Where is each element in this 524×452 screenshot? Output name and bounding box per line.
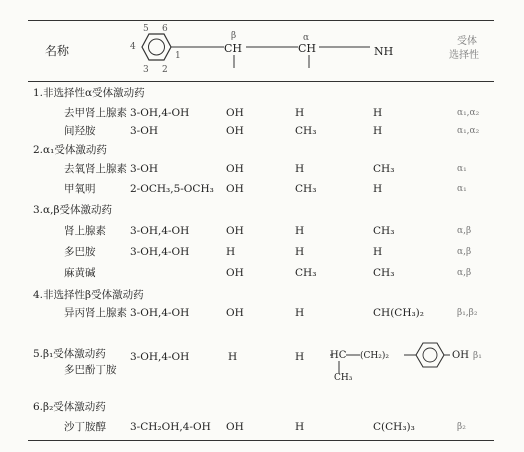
receptor-selectivity: α,β — [457, 226, 472, 236]
ring-substituent: 3-OH — [130, 163, 158, 175]
drug-name: 多巴胺 — [64, 246, 96, 258]
receptor-selectivity: α,β — [457, 247, 472, 257]
ring-substituent: 2-OCH₃,5-OCH₃ — [130, 183, 214, 195]
section-title: 6.β₂受体激动药 — [33, 401, 106, 413]
alpha-substituent: H — [295, 107, 305, 119]
alpha-label: α — [303, 33, 310, 43]
section-title: 1.非选择性α受体激动药 — [33, 87, 145, 99]
receptor-selectivity: β₁ — [473, 351, 482, 361]
benzene-ring-icon — [128, 22, 190, 74]
n-substituent: H — [373, 246, 383, 258]
top-rule — [28, 20, 494, 21]
drug-name: 多巴酚丁胺 — [64, 364, 117, 376]
beta-label: β — [231, 31, 237, 41]
n-substituent: H — [373, 107, 383, 119]
alpha-substituent: H — [295, 307, 305, 319]
ring-substituent: 3-CH₂OH,4-OH — [130, 421, 211, 433]
alpha-substituent: H — [295, 246, 305, 258]
section-title: 3.α,β受体激动药 — [33, 204, 113, 216]
selectivity-header-1: 受体 — [457, 36, 477, 47]
dobutamine-ch3: CH₃ — [334, 373, 353, 383]
beta-substituent: OH — [226, 267, 244, 279]
n-substituent: CH₃ — [373, 267, 395, 279]
ring-position-3: 3 — [143, 65, 149, 75]
ring-position-2: 2 — [162, 65, 168, 75]
receptor-selectivity: α₁,α₂ — [457, 126, 480, 136]
ring-position-5: 5 — [143, 24, 149, 34]
bottom-rule — [28, 440, 494, 441]
beta-substituent: OH — [226, 421, 244, 433]
beta-substituent: OH — [226, 163, 244, 175]
beta-substituent: H — [226, 246, 236, 258]
receptor-selectivity: β₁,β₂ — [457, 308, 478, 318]
n-substituent: H — [373, 125, 383, 137]
section-title: 2.α₁受体激动药 — [33, 144, 107, 156]
section-title: 5.β₁受体激动药 — [33, 348, 106, 360]
selectivity-header-2: 选择性 — [449, 50, 479, 61]
column-header-name: 名称 — [45, 44, 70, 58]
beta-substituent: H — [228, 351, 238, 363]
ring-substituent: 3-OH,4-OH — [130, 307, 190, 319]
ring-substituent: 3-OH — [130, 125, 158, 137]
drug-name: 间羟胺 — [64, 125, 96, 137]
dobutamine-chain: (CH₂)₂ — [360, 351, 389, 361]
receptor-selectivity: α₁ — [457, 184, 467, 194]
nh-label: NH — [374, 45, 394, 58]
n-substituent: CH(CH₃)₂ — [373, 307, 424, 319]
n-substituent: C(CH₃)₃ — [373, 421, 415, 433]
drug-name: 麻黄碱 — [64, 267, 96, 279]
receptor-selectivity: α₁,α₂ — [457, 108, 480, 118]
n-substituent: CH₃ — [373, 225, 395, 237]
drug-name: 去氧肾上腺素 — [64, 163, 127, 175]
beta-ch: CH — [224, 42, 243, 55]
ring-substituent: 3-OH,4-OH — [130, 107, 190, 119]
ring-position-4: 4 — [130, 42, 136, 52]
alpha-substituent: H — [295, 421, 305, 433]
section-title: 4.非选择性β受体激动药 — [33, 289, 144, 301]
ring-substituent: 3-OH,4-OH — [130, 246, 190, 258]
dobutamine-hc: HC — [330, 350, 347, 361]
drug-name: 异丙肾上腺素 — [64, 307, 127, 319]
drug-name: 肾上腺素 — [64, 225, 106, 237]
alpha-substituent: H — [295, 163, 305, 175]
alpha-substituent: H — [295, 225, 305, 237]
beta-substituent: OH — [226, 307, 244, 319]
n-substituent: H — [373, 183, 383, 195]
ring-position-6: 6 — [162, 24, 168, 34]
alpha-ch: CH — [298, 42, 317, 55]
dobutamine-oh: OH — [452, 350, 469, 361]
ring-substituent: 3-OH,4-OH — [130, 225, 190, 237]
side-chain-bonds — [188, 40, 373, 70]
receptor-selectivity: β₂ — [457, 422, 466, 432]
drug-name: 甲氧明 — [64, 183, 96, 195]
ring-substituent: 3-OH,4-OH — [130, 351, 190, 363]
header-rule — [28, 81, 494, 82]
receptor-selectivity: α,β — [457, 268, 472, 278]
alpha-substituent: CH₃ — [295, 125, 317, 137]
alpha-substituent: H — [295, 351, 305, 363]
beta-substituent: OH — [226, 107, 244, 119]
drug-name: 去甲肾上腺素 — [64, 107, 127, 119]
receptor-selectivity: α₁ — [457, 164, 467, 174]
beta-substituent: OH — [226, 125, 244, 137]
beta-substituent: OH — [226, 183, 244, 195]
drug-name: 沙丁胺醇 — [64, 421, 106, 433]
ring-position-1: 1 — [175, 51, 181, 61]
n-substituent: CH₃ — [373, 163, 395, 175]
alpha-substituent: CH₃ — [295, 267, 317, 279]
alpha-substituent: CH₃ — [295, 183, 317, 195]
beta-substituent: OH — [226, 225, 244, 237]
